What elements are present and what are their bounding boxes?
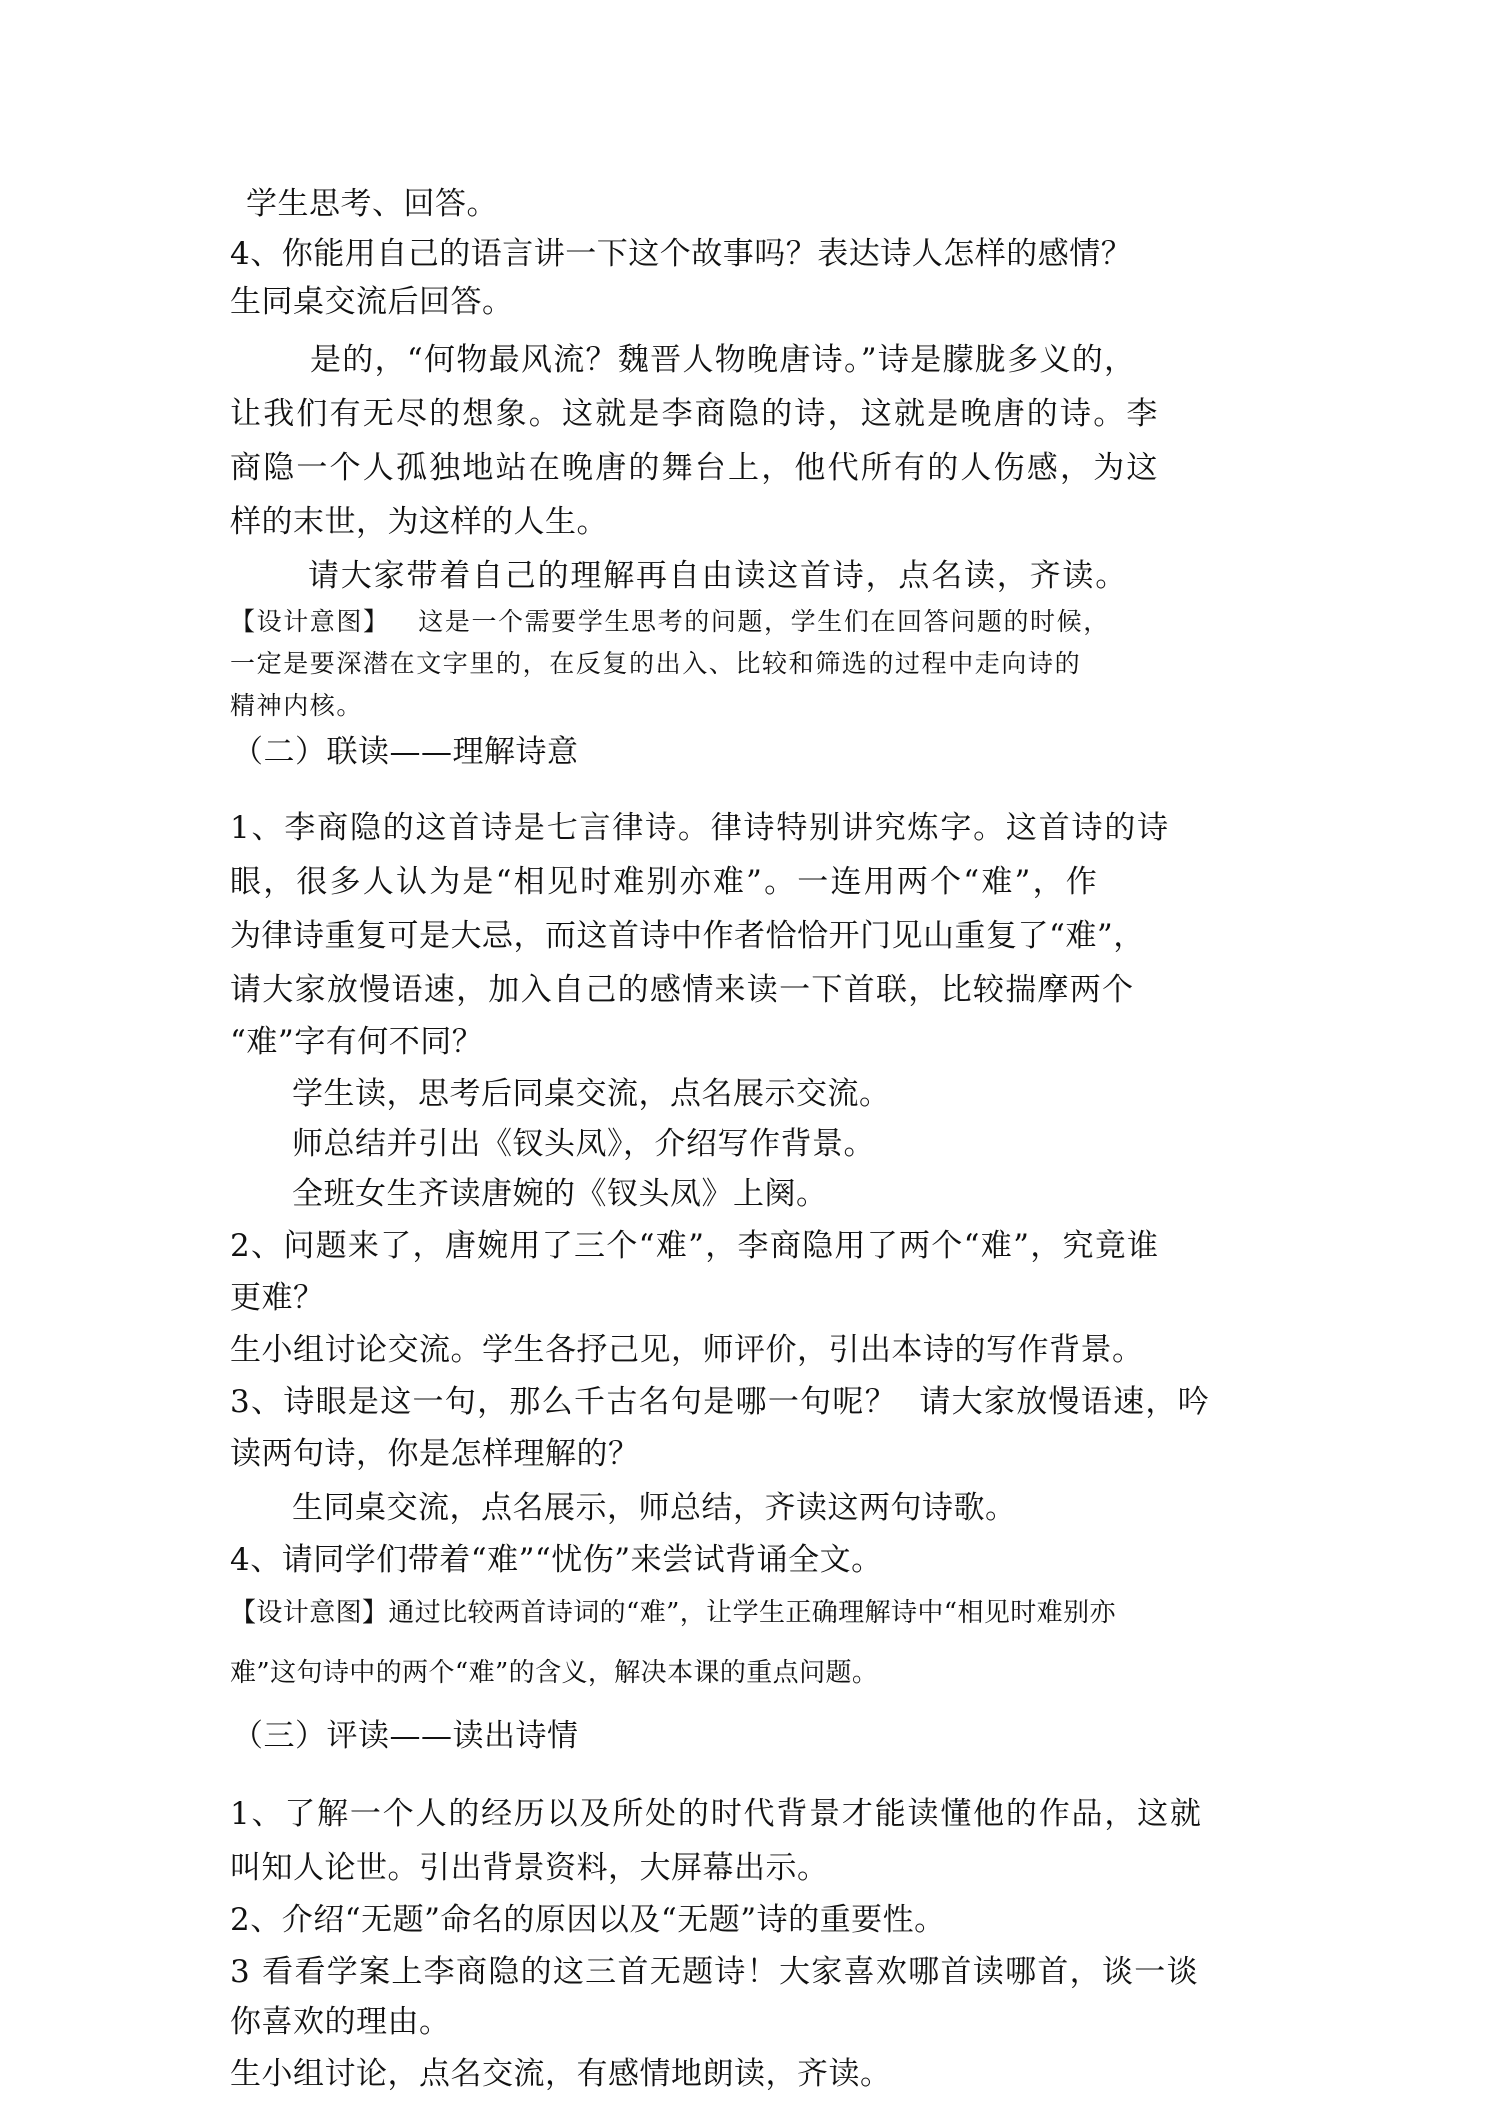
text-line: 眼，很多人认为是“相见时难别亦难”。一连用两个“难”，作 [230, 864, 1099, 900]
text-line: 师总结并引出《钗头凤》，介绍写作背景。 [292, 1126, 875, 1162]
text-line: 商隐一个人孤独地站在晚唐的舞台上，他代所有的人伤感，为这 [230, 450, 1160, 486]
text-line: 4、你能用自己的语言讲一下这个故事吗？表达诗人怎样的感情？ [230, 236, 1133, 272]
text-line: 叫知人论世。引出背景资料，大屏幕出示。 [230, 1850, 829, 1886]
design-intent-note: 【设计意图】 这是一个需要学生思考的问题，学生们在回答问题的时候， [230, 607, 1110, 636]
text-line: 生同桌交流后回答。 [230, 284, 514, 320]
text-line: 生小组讨论，点名交流，有感情地朗读，齐读。 [230, 2056, 892, 2092]
section-heading: （三）评读——读出诗情 [232, 1718, 579, 1754]
section-heading: （二）联读——理解诗意 [232, 734, 579, 770]
text-line: 请大家放慢语速，加入自己的感情来读一下首联，比较揣摩两个 [230, 972, 1135, 1008]
text-line: 生小组讨论交流。学生各抒己见，师评价，引出本诗的写作背景。 [230, 1332, 1144, 1368]
text-line: 学生思考、回答。 [246, 186, 498, 222]
design-intent-note: 难”这句诗中的两个“难”的含义，解决本课的重点问题。 [230, 1658, 879, 1688]
text-line: 1、了解一个人的经历以及所处的时代背景才能读懂他的作品，这就 [230, 1796, 1203, 1832]
text-line: 更难？ [230, 1280, 325, 1316]
text-line: 1、李商隐的这首诗是七言律诗。律诗特别讲究炼字。这首诗的诗 [230, 810, 1170, 846]
text-line: 样的末世，为这样的人生。 [230, 504, 608, 540]
text-line: 3 看看学案上李商隐的这三首无题诗！大家喜欢哪首读哪首，谈一谈 [230, 1954, 1199, 1990]
text-line: 生同桌交流，点名展示，师总结，齐读这两句诗歌。 [292, 1490, 1017, 1526]
text-line: 请大家带着自己的理解再自由读这首诗，点名读，齐读。 [308, 558, 1128, 594]
design-intent-note: 一定是要深潜在文字里的，在反复的出入、比较和筛选的过程中走向诗的 [230, 649, 1082, 678]
text-line: 为律诗重复可是大忌，而这首诗中作者恰恰开门见山重复了“难”， [230, 918, 1145, 954]
text-line: 是的，“何物最风流？魏晋人物晚唐诗。”诗是朦胧多义的， [310, 342, 1137, 378]
text-line: 读两句诗，你是怎样理解的？ [230, 1436, 640, 1472]
text-line: 2、问题来了，唐婉用了三个“难”，李商隐用了两个“难”，究竟谁 [230, 1228, 1160, 1264]
text-line: 学生读，思考后同桌交流，点名展示交流。 [292, 1076, 891, 1112]
design-intent-note: 【设计意图】通过比较两首诗词的“难”，让学生正确理解诗中“相见时难别亦 [230, 1598, 1116, 1628]
text-line: 你喜欢的理由。 [230, 2004, 451, 2040]
text-line: “难”字有何不同？ [230, 1024, 484, 1060]
design-intent-note: 精神内核。 [230, 691, 364, 720]
text-line: 3、诗眼是这一句，那么千古名句是哪一句呢？ 请大家放慢语速，吟 [230, 1384, 1211, 1420]
text-line: 4、请同学们带着“难”“忧伤”来尝试背诵全文。 [230, 1542, 883, 1578]
text-line: 全班女生齐读唐婉的《钗头凤》上阕。 [292, 1176, 828, 1212]
text-line: 2、介绍“无题”命名的原因以及“无题”诗的重要性。 [230, 1902, 946, 1938]
text-line: 让我们有无尽的想象。这就是李商隐的诗，这就是晚唐的诗。李 [230, 396, 1160, 432]
